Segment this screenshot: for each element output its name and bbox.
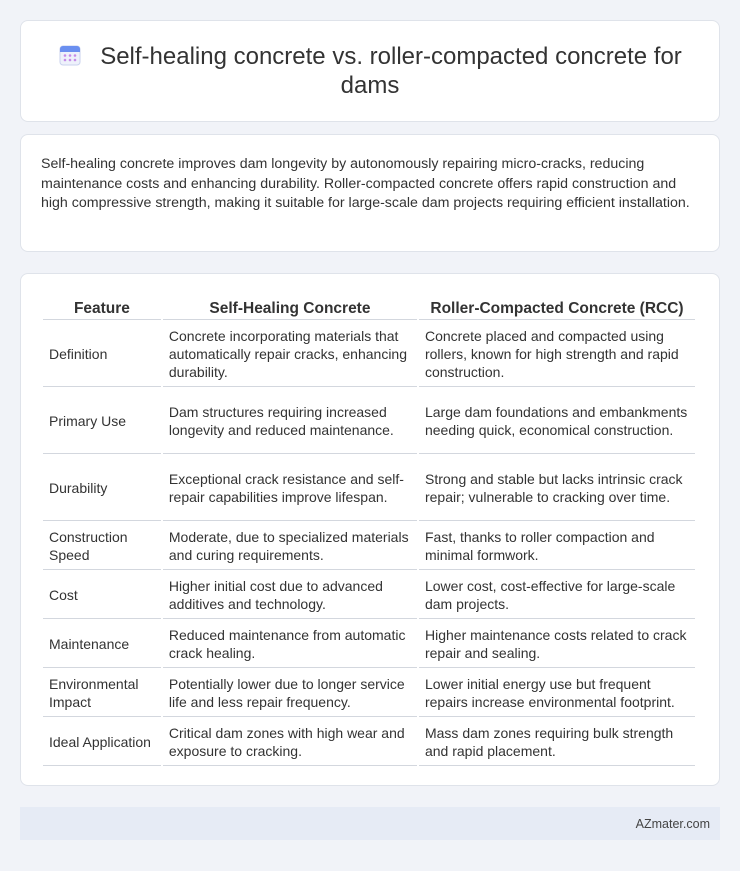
feature-cell: Maintenance xyxy=(43,621,161,668)
table-row xyxy=(43,456,695,521)
header-self-healing: Self-Healing Concrete xyxy=(163,296,417,320)
rcc-cell: Higher maintenance costs related to crack repair and sealing. xyxy=(419,621,695,668)
self-healing-cell: Moderate, due to specialized materials and curing requirements. xyxy=(163,523,417,570)
calendar-icon xyxy=(58,43,82,67)
header-feature: Feature xyxy=(43,296,161,320)
feature-cell: Durability xyxy=(43,456,161,521)
page-title-wrap xyxy=(51,42,689,100)
table-row xyxy=(43,621,695,668)
summary-text: Self-healing concrete improves dam longevity by autonomously repairing micro-cracks, reducing maintenance costs and enhancing durability. Roller-compacted concrete offers rapid construction and high compressive strength, making it suitable for large-scale dam projects requiring efficient installation. xyxy=(41,156,690,211)
table-row xyxy=(43,389,695,454)
rcc-cell: Fast, thanks to roller compaction and minimal formwork. xyxy=(419,523,695,570)
feature-cell: Environmental Impact xyxy=(43,670,161,717)
feature-cell: Definition xyxy=(43,322,161,387)
self-healing-cell: Concrete incorporating materials that automatically repair cracks, enhancing durability. xyxy=(163,322,417,387)
feature-cell: Ideal Application xyxy=(43,719,161,766)
rcc-cell: Lower cost, cost-effective for large-scale dam projects. xyxy=(419,572,695,619)
table-header-row xyxy=(43,296,695,320)
summary-card xyxy=(20,134,720,252)
feature-cell: Cost xyxy=(43,572,161,619)
table-row xyxy=(43,670,695,717)
rcc-cell: Concrete placed and compacted using rollers, known for high strength and rapid construction. xyxy=(419,322,695,387)
self-healing-cell: Critical dam zones with high wear and exposure to cracking. xyxy=(163,719,417,766)
self-healing-cell: Exceptional crack resistance and self-repair capabilities improve lifespan. xyxy=(163,456,417,521)
title-card xyxy=(20,20,720,122)
header-rcc: Roller-Compacted Concrete (RCC) xyxy=(419,296,695,320)
rcc-cell: Mass dam zones requiring bulk strength and rapid placement. xyxy=(419,719,695,766)
rcc-cell: Lower initial energy use but frequent repairs increase environmental footprint. xyxy=(419,670,695,717)
table-row xyxy=(43,572,695,619)
self-healing-cell: Dam structures requiring increased longevity and reduced maintenance. xyxy=(163,389,417,454)
rcc-cell: Strong and stable but lacks intrinsic crack repair; vulnerable to cracking over time. xyxy=(419,456,695,521)
table-row xyxy=(43,322,695,387)
feature-cell: Primary Use xyxy=(43,389,161,454)
self-healing-cell: Higher initial cost due to advanced additives and technology. xyxy=(163,572,417,619)
feature-cell: Construction Speed xyxy=(43,523,161,570)
comparison-card xyxy=(20,273,720,786)
self-healing-cell: Reduced maintenance from automatic crack healing. xyxy=(163,621,417,668)
footer-bar xyxy=(20,807,720,840)
footer-source: AZmater.com xyxy=(635,817,710,831)
comparison-table xyxy=(41,294,697,768)
self-healing-cell: Potentially lower due to longer service life and less repair frequency. xyxy=(163,670,417,717)
page-title: Self-healing concrete vs. roller-compacted concrete for dams xyxy=(100,43,682,99)
rcc-cell: Large dam foundations and embankments needing quick, economical construction. xyxy=(419,389,695,454)
table-row xyxy=(43,719,695,766)
table-row xyxy=(43,523,695,570)
